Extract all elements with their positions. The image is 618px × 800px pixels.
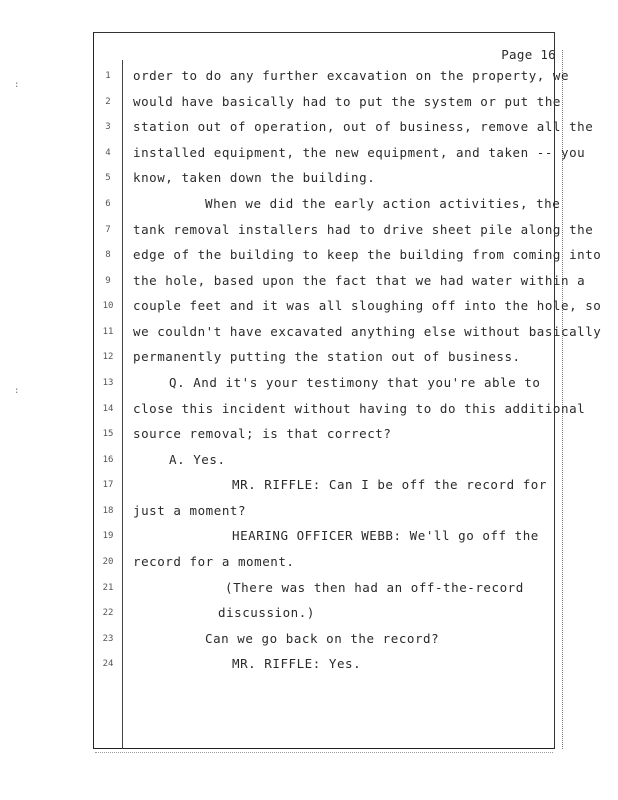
transcript-line: HEARING OFFICER WEBB: We'll go off the bbox=[232, 528, 539, 543]
transcript-line: A. Yes. bbox=[169, 452, 226, 467]
transcript-line: record for a moment. bbox=[133, 554, 295, 569]
scan-speck: : bbox=[14, 80, 20, 90]
transcript-line: discussion.) bbox=[218, 605, 315, 620]
transcript-line: MR. RIFFLE: Yes. bbox=[232, 656, 362, 671]
line-number: 14 bbox=[102, 404, 114, 414]
transcript-line: couple feet and it was all sloughing off into the hole, so bbox=[133, 298, 602, 313]
page-number: Page 16 bbox=[501, 47, 556, 62]
transcript-line: Can we go back on the record? bbox=[205, 631, 440, 646]
line-number: 8 bbox=[105, 250, 111, 260]
line-number: 9 bbox=[105, 276, 111, 286]
line-number: 15 bbox=[102, 429, 114, 439]
line-number: 12 bbox=[102, 352, 114, 362]
line-number: 6 bbox=[105, 199, 111, 209]
transcript-line: we couldn't have excavated anything else without basically bbox=[133, 324, 602, 339]
transcript-line: order to do any further excavation on the property, we bbox=[133, 68, 570, 83]
transcript-line: tank removal installers had to drive sheet pile along the bbox=[133, 222, 594, 237]
line-number: 22 bbox=[102, 608, 114, 618]
transcript-line: know, taken down the building. bbox=[133, 170, 376, 185]
transcript-line: just a moment? bbox=[133, 503, 247, 518]
line-number: 2 bbox=[105, 97, 111, 107]
transcript-line: Q. And it's your testimony that you're able to bbox=[169, 375, 541, 390]
line-number: 20 bbox=[102, 557, 114, 567]
line-number: 24 bbox=[102, 659, 114, 669]
transcript-line: close this incident without having to do this additional bbox=[133, 401, 586, 416]
transcript-line: the hole, based upon the fact that we had water within a bbox=[133, 273, 586, 288]
line-number: 18 bbox=[102, 506, 114, 516]
transcript-line: source removal; is that correct? bbox=[133, 426, 392, 441]
line-number: 13 bbox=[102, 378, 114, 388]
scan-noise-line bbox=[95, 752, 553, 753]
line-number: 23 bbox=[102, 634, 114, 644]
transcript-line: station out of operation, out of business, remove all the bbox=[133, 119, 594, 134]
line-number: 3 bbox=[105, 122, 111, 132]
line-number: 1 bbox=[105, 71, 111, 81]
line-number: 21 bbox=[102, 583, 114, 593]
line-number: 5 bbox=[105, 173, 111, 183]
scan-speck: : bbox=[14, 386, 20, 396]
transcript-line: edge of the building to keep the building from coming into bbox=[133, 247, 602, 262]
line-number: 16 bbox=[102, 455, 114, 465]
line-number: 17 bbox=[102, 480, 114, 490]
line-number: 11 bbox=[102, 327, 114, 337]
transcript-line: permanently putting the station out of business. bbox=[133, 349, 521, 364]
transcript-line: installed equipment, the new equipment, and taken -- you bbox=[133, 145, 586, 160]
line-number: 10 bbox=[102, 301, 114, 311]
transcript-line: When we did the early action activities, the bbox=[205, 196, 561, 211]
line-number: 19 bbox=[102, 531, 114, 541]
transcript-line: (There was then had an off-the-record bbox=[225, 580, 524, 595]
line-number: 7 bbox=[105, 225, 111, 235]
transcript-line: MR. RIFFLE: Can I be off the record for bbox=[232, 477, 547, 492]
line-number-divider bbox=[122, 60, 123, 749]
transcript-line: would have basically had to put the system or put the bbox=[133, 94, 562, 109]
line-number: 4 bbox=[105, 148, 111, 158]
